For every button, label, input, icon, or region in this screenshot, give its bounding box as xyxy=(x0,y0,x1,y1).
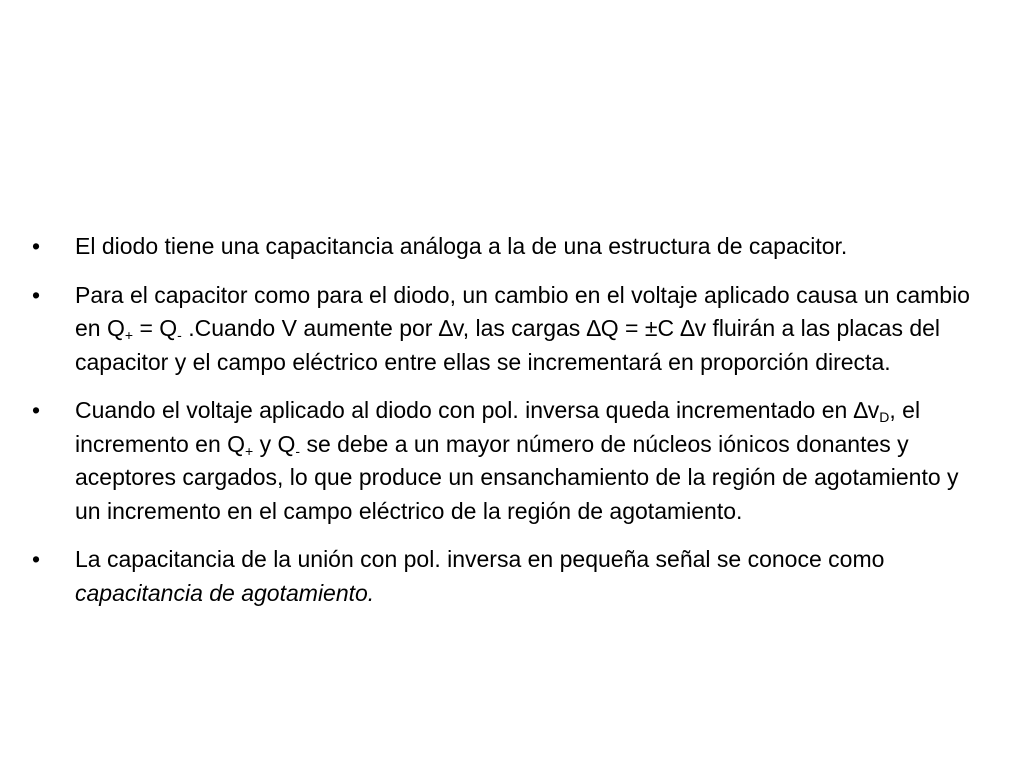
bullet-text-part: Para el capacitor como para el diodo, un cambio en el voltaje aplicado causa un cambio en Q xyxy=(75,281,970,341)
bullet-text-part: = Q xyxy=(133,315,178,341)
bullet-item-4 xyxy=(30,543,980,610)
subscript: + xyxy=(245,442,254,459)
bullet-marker: • xyxy=(32,281,41,308)
bullet-text-part: se debe a un mayor número de núcleos iónicos donantes y aceptores cargados, lo que produce un ensanchamiento de la región de agotamiento y un incremento en el campo eléctrico de la región de agotamiento. xyxy=(75,430,959,524)
bullet-text-part: , el incremento en Q xyxy=(75,397,921,457)
subscript: + xyxy=(124,327,134,343)
bullet-item-1 xyxy=(30,230,980,264)
bullet-item-3 xyxy=(30,394,980,528)
bullet-list xyxy=(30,230,980,625)
bullet-text-part: Cuando el voltaje aplicado al diodo con pol. inversa queda incrementado en ∆v xyxy=(75,397,880,423)
bullet-text-part: y Q xyxy=(253,430,296,457)
subscript: D xyxy=(879,409,890,425)
bullet-marker: • xyxy=(32,546,41,572)
subscript: - xyxy=(295,442,301,459)
bullet-marker: • xyxy=(32,397,41,423)
bullet-text-part: .Cuando V aumente por ∆v, las cargas ∆Q = ±C ∆v fluirán a las placas del capacitor y el campo eléctrico entre ellas se incrementará en proporción directa. xyxy=(75,315,941,375)
bullet-item-2 xyxy=(30,279,980,380)
italic-term: capacitancia de agotamiento. xyxy=(75,579,375,606)
subscript: - xyxy=(177,327,182,343)
bullet-marker: • xyxy=(32,233,41,259)
bullet-text-part: La capacitancia de la unión con pol. inversa en pequeña señal se conoce como xyxy=(75,546,885,572)
bullet-text: El diodo tiene una capacitancia análoga a la de una estructura de capacitor. xyxy=(75,233,848,259)
